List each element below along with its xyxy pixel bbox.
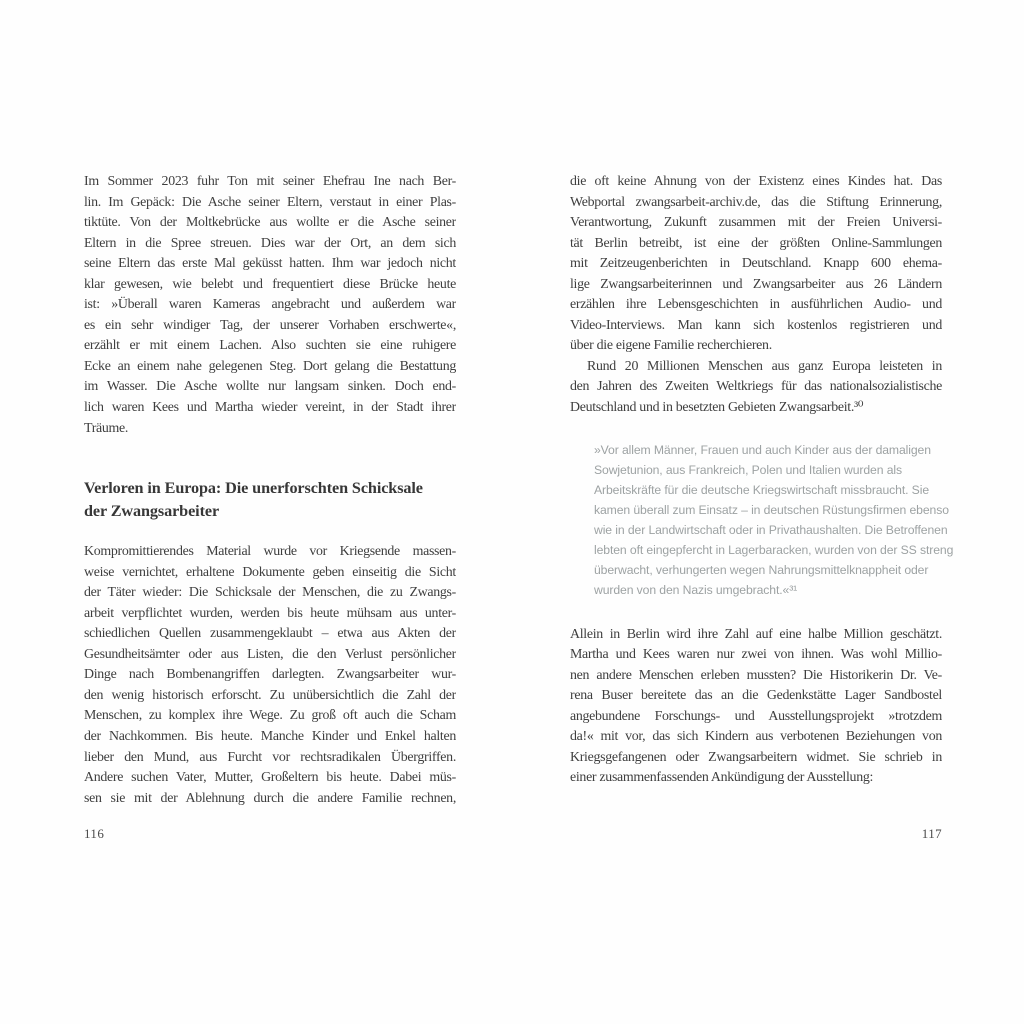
text-line: Deutschland und in besetzten Gebieten Zwangsarbeit.³⁰ <box>570 400 864 416</box>
text-line: seine Eltern das erste Mal geküsst hatten. Ihm war jedoch nicht <box>84 256 456 272</box>
text-line: Kompromittierendes Material wurde vor Kriegsende massen- <box>84 544 456 560</box>
text-line: tät Berlin betreibt, ist eine der größten Online-Sammlungen <box>570 235 942 251</box>
text-line: Arbeitskräfte für die deutsche Kriegswirtschaft missbraucht. Sie <box>594 482 929 497</box>
text-line: Eltern in die Spree streuen. Dies war der Ort, an dem sich <box>84 235 456 251</box>
text-line: lieber den Mund, aus Furcht vor rechtsradikalen Übergriffen. <box>84 749 456 765</box>
text-line: einer zusammenfassenden Ankündigung der Ausstellung: <box>570 770 874 786</box>
text-line: Gesundheitsämter oder aus Listen, die den Verlust persönlicher <box>84 646 456 662</box>
text-line: arbeit verpflichtet wurden, werden bis heute mühsam aus unter- <box>84 605 456 621</box>
text-line: überwacht, verhungerten wegen Nahrungsmittelknappheit oder <box>594 562 929 577</box>
text-line: Sowjetunion, aus Frankreich, Polen und Italien wurden als <box>594 462 902 477</box>
text-line: erzählt er mit einem Lachen. Also suchten sie eine ruhigere <box>84 338 456 354</box>
text-line: nen andere Menschen erleben mussten? Die Historikerin Dr. Ve- <box>570 667 942 683</box>
text-line: rena Buser bereitete das an die Gedenkstätte Lager Sandbostel <box>570 688 942 704</box>
text-line: der Nachkommen. Bis heute. Manche Kinder und Enkel halten <box>84 729 456 745</box>
text-line: Andere suchen Vater, Mutter, Großeltern bis heute. Dabei müs- <box>84 770 456 786</box>
text-line: tiktüte. Von der Moltkebrücke aus wollte er die Asche seiner <box>84 215 456 231</box>
right-paragraph-1 <box>570 172 942 357</box>
text-line: erzählen ihre Lebensgeschichten in ausführlichen Audio- und <box>570 297 942 313</box>
right-paragraph-3 <box>570 625 942 789</box>
text-line: lin. Im Gepäck: Die Asche seiner Eltern, verstaut in einer Plas- <box>84 194 456 210</box>
text-line: Allein in Berlin wird ihre Zahl auf eine halbe Million geschätzt. <box>570 626 942 642</box>
page-number-right: 117 <box>921 826 942 841</box>
blockquote <box>570 440 954 600</box>
left-page <box>84 172 456 809</box>
text-line: Im Sommer 2023 fuhr Ton mit seiner Ehefrau Ine nach Ber- <box>84 174 456 189</box>
section-heading <box>84 477 456 522</box>
text-line: lebten oft eingepfercht in Lagerbaracken, wurden von der SS streng <box>594 542 954 557</box>
text-line: Kriegsgefangenen oder Zwangsarbeitern widmet. Sie schrieb in <box>570 749 942 765</box>
text-line: wurden von den Nazis umgebracht.«³¹ <box>594 582 798 597</box>
text-line: angebundene Forschungs- und Ausstellungsprojekt »trotzdem <box>570 708 942 724</box>
text-line: der Zwangsarbeiter <box>84 501 220 520</box>
text-line: Ecke an einem nahe gelegenen Steg. Dort gelang die Bestattung <box>84 358 456 374</box>
text-line: der Täter wieder: Die Schicksale der Menschen, die zu Zwangs- <box>84 585 456 601</box>
text-line: Träume. <box>84 420 129 436</box>
text-line: lich waren Kees und Martha wieder vereint, in der Stadt ihrer <box>84 400 456 416</box>
text-line: kamen überall zum Einsatz – in deutschen Rüstungsfirmen ebenso <box>594 502 949 517</box>
text-line: über die eigene Familie recherchieren. <box>570 338 772 354</box>
text-line: es ein sehr windiger Tag, der unserer Vorhaben erschwerte«, <box>84 317 456 333</box>
page-number-left: 116 <box>84 826 105 841</box>
text-line: wie in der Landwirtschaft oder in Privathaushalten. Die Betroffenen <box>594 522 948 537</box>
text-line: da!« mit vor, das sich Kindern aus verbotenen Beziehungen von <box>570 729 942 745</box>
left-paragraph-1 <box>84 172 456 439</box>
text-line: Martha und Kees waren nur zwei von ihnen. Was wohl Millio- <box>570 647 942 663</box>
right-page <box>570 172 954 789</box>
text-line: klar gewesen, wie belebt und frequentiert diese Brücke heute <box>84 276 456 292</box>
text-line: Menschen, zu komplex ihre Wege. Zu groß oft auch die Scham <box>84 708 456 724</box>
text-line: schiedlichen Quellen zusammengeklaubt – etwa aus Akten der <box>84 626 456 642</box>
text-line: Verantwortung, Zukunft zusammen mit der Freien Universi- <box>570 215 942 231</box>
text-line: Verloren in Europa: Die unerforschten Schicksale <box>84 479 423 498</box>
text-line: mit Zeitzeugenberichten in Deutschland. Knapp 600 ehema- <box>570 256 942 272</box>
text-line: ist: »Überall waren Kameras angebracht und außerdem war <box>84 297 456 313</box>
text-line: Dinge nach Bombenangriffen darlegten. Zwangsarbeiter wur- <box>84 667 456 683</box>
text-line: Video-Interviews. Man kann sich kostenlos registrieren und <box>570 317 942 333</box>
right-paragraph-2 <box>570 357 942 419</box>
text-line: sen sie mit der Ablehnung durch die andere Familie rechnen, <box>84 790 456 806</box>
text-line: im Wasser. Die Asche wollte nur langsam sinken. Doch end- <box>84 379 456 395</box>
text-line: den Jahren des Zweiten Weltkriegs für das nationalsozialistische <box>570 379 942 395</box>
text-line: weise vernichtet, erhaltene Dokumente geben einseitig die Sicht <box>84 564 456 580</box>
text-line: die oft keine Ahnung von der Existenz eines Kindes hat. Das <box>570 174 942 189</box>
text-line: den wenig historisch erforscht. Zu unübersichtlich die Zahl der <box>84 687 456 703</box>
text-line: Webportal zwangsarbeit-archiv.de, das die Stiftung Erinnerung, <box>570 194 942 210</box>
text-line: »Vor allem Männer, Frauen und auch Kinder aus der damaligen <box>594 442 931 457</box>
text-line: Rund 20 Millionen Menschen aus ganz Europa leisteten in <box>587 358 942 374</box>
text-line: lige Zwangsarbeiterinnen und Zwangsarbeiter aus 26 Ländern <box>570 276 942 292</box>
left-paragraph-2 <box>84 542 456 809</box>
